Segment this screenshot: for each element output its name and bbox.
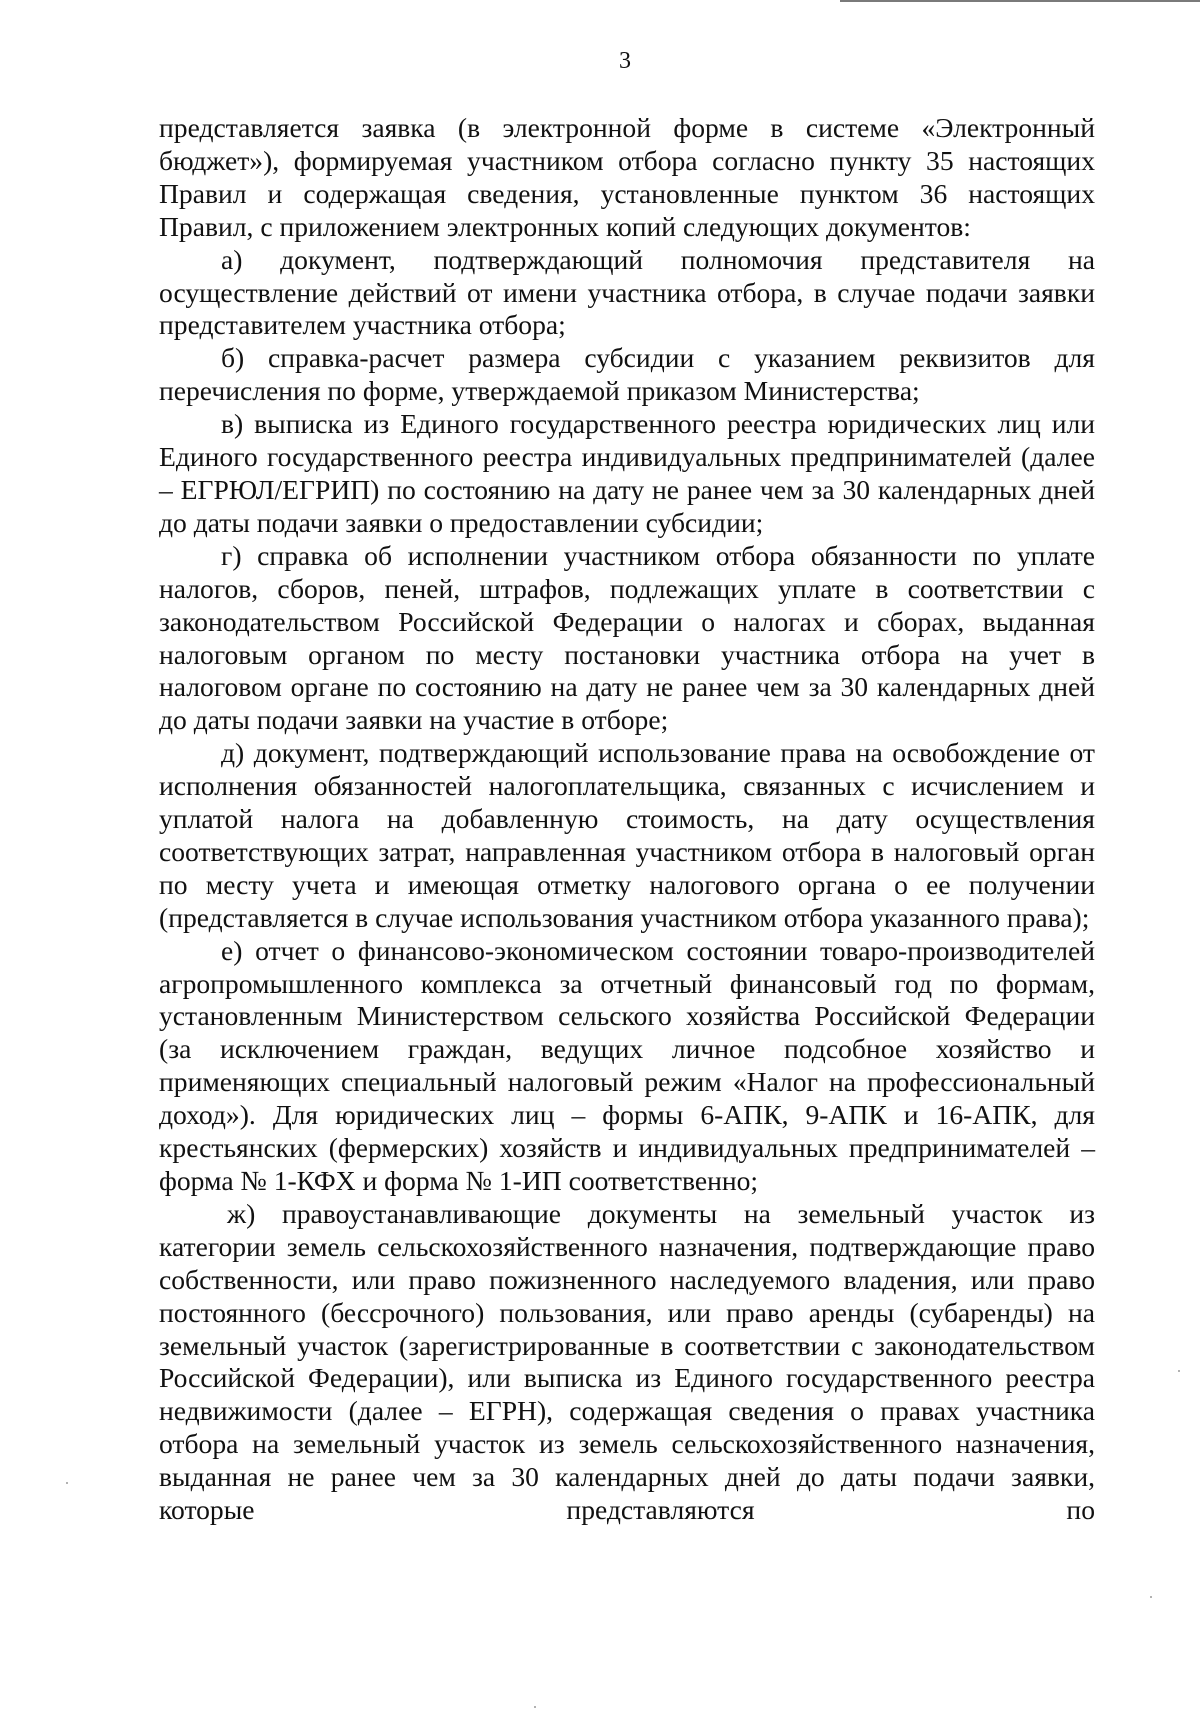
scan-edge-line [840,0,1200,2]
paragraph-item-v: в) выписка из Единого государственного реестра юридических лиц или Единого государственного реестра индивидуальных предпринимателей (далее – ЕГРЮЛ/ЕГРИП) по состоянию на дату не ранее чем за 30 календарных дней до даты подачи заявки о предоставлении субсидии; [159,408,1095,538]
document-body [159,112,1095,1527]
paragraph-item-a: а) документ, подтверждающий полномочия представителя на осуществление действий от имени участника отбора, в случае подачи заявки представителем участника отбора; [159,243,1095,341]
paragraph-item-b: б) справка-расчет размера субсидии с указанием реквизитов для перечисления по форме, утверждаемой приказом Министерства; [159,342,1095,407]
scan-speck [1150,1596,1152,1598]
scan-speck [1178,1370,1180,1372]
paragraph-intro: представляется заявка (в электронной форме в системе «Электронный бюджет»), формируемая участником отбора согласно пункту 35 настоящих Правил и содержащая сведения, установленные пунктом 36 настоящих Правил, с приложением электронных копий следующих документов: [159,112,1095,242]
paragraph-item-e: е) отчет о финансово-экономическом состоянии товаро-производителей агропромышленного комплекса за отчетный финансовый год по формам, установленным Министерством сельского хозяйства Российской Федерации (за исключением граждан, ведущих личное подсобное хозяйство и применяющих специальный налоговый режим «Налог на профессиональный доход»). Для юридических лиц – формы 6-АПК, 9-АПК и 16-АПК, для крестьянских (фермерских) хозяйств и индивидуальных предпринимателей – форма № 1-КФХ и форма № 1-ИП соответственно; [159,934,1095,1196]
scan-speck [534,1706,536,1708]
page-number: 3 [619,48,631,74]
paragraph-item-d: д) документ, подтверждающий использование права на освобождение от исполнения обязанностей налогоплательщика, связанных с исчислением и уплатой налога на добавленную стоимость, на дату осуществления соответствующих затрат, направленная участником отбора в налоговый орган по месту учета и имеющая отметку налогового органа о ее получении (представляется в случае использования участником отбора указанного права); [159,737,1095,933]
scan-speck [66,1482,68,1484]
paragraph-item-zh: ж) правоустанавливающие документы на земельный участок из категории земель сельскохозяйственного назначения, подтверждающие право собственности, или право пожизненного наследуемого владения, или право постоянного (бессрочного) пользования, или право аренды (субаренды) на земельный участок (зарегистрированные в соответствии с законодательством Российской Федерации), или выписка из Единого государственного реестра недвижимости (далее – ЕГРН), содержащая сведения о правах участника отбора на земельный участок из земель сельскохозяйственного назначения, выданная не ранее чем за 30 календарных дней до даты подачи заявки, которые представляются по [159,1197,1095,1526]
paragraph-item-g: г) справка об исполнении участником отбора обязанности по уплате налогов, сборов, пеней, штрафов, подлежащих уплате в соответствии с законодательством Российской Федерации о налогах и сборах, выданная налоговым органом по месту постановки участника отбора на учет в налоговом органе по состоянию на дату не ранее чем за 30 календарных дней до даты подачи заявки на участие в отборе; [159,539,1095,736]
